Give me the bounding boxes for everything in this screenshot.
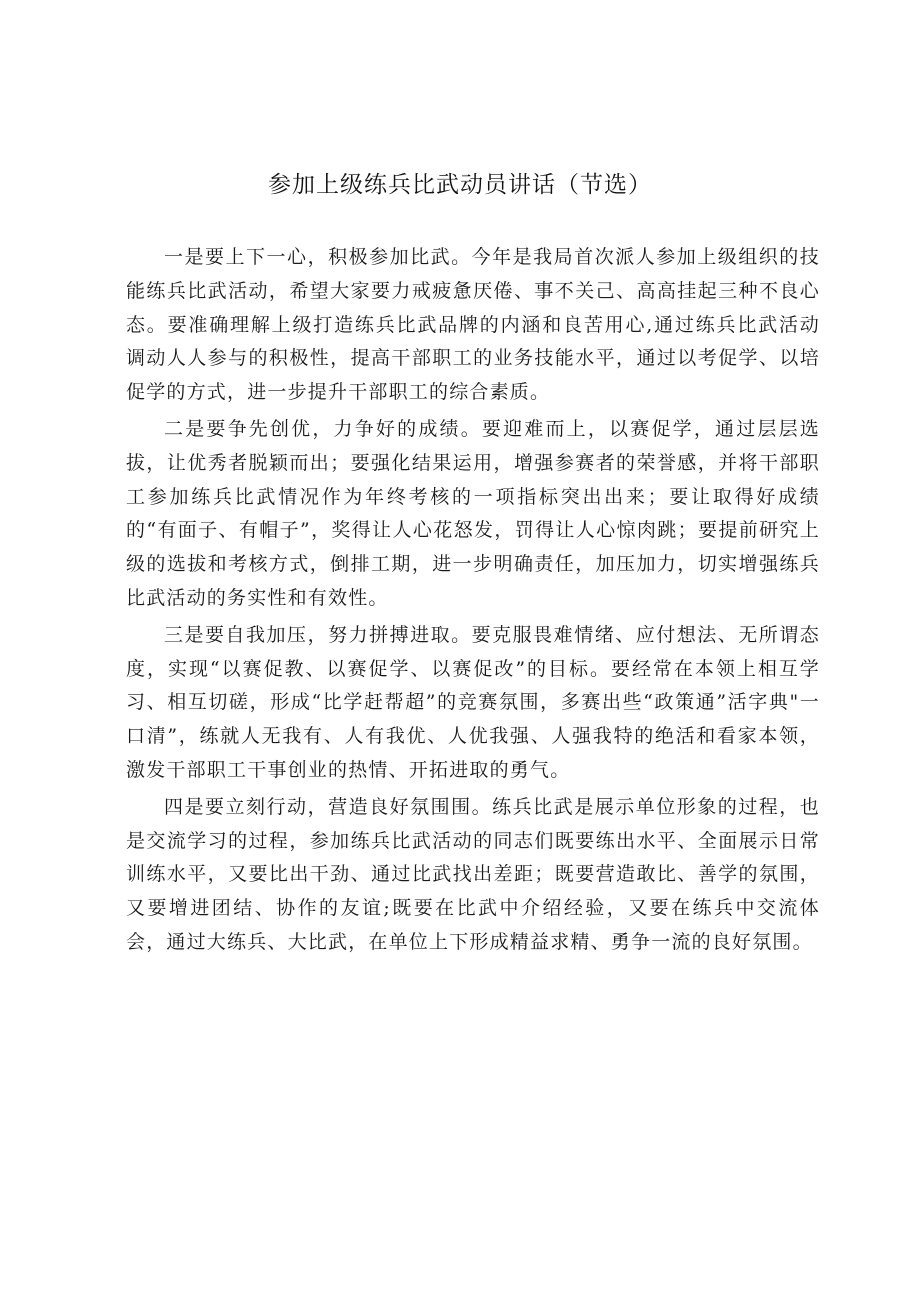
document-body xyxy=(126,241,820,963)
document-title: 参加上级练兵比武动员讲话（节选） xyxy=(268,172,652,198)
paragraph-1: 一是要上下一心，积极参加比武。今年是我局首次派人参加上级组织的技能练兵比武活动，希望大家要力戒疲惫厌倦、事不关己、高高挂起三种不良心态。要准确理解上级打造练兵比武品牌的内涵和良苦用心,通过练兵比武活动调动人人参与的积极性，提高干部职工的业务技能水平，通过以考促学、以培促学的方式，进一步提升干部职工的综合素质。 xyxy=(126,246,820,404)
paragraph-2: 二是要争先创优，力争好的成绩。要迎难而上，以赛促学，通过层层选拔，让优秀者脱颖而出；要强化结果运用，增强参赛者的荣誉感，并将干部职工参加练兵比武情况作为年终考核的一项指标突出出来；要让取得好成绩的“有面子、有帽子”，奖得让人心花怒发，罚得让人心惊肉跳；要提前研究上级的选拔和考核方式，倒排工期，进一步明确责任，加压加力，切实增强练兵比武活动的务实性和有效性。 xyxy=(126,417,820,609)
paragraph-4: 四是要立刻行动，营造良好氛围围。练兵比武是展示单位形象的过程，也是交流学习的过程，参加练兵比武活动的同志们既要练出水平、全面展示日常训练水平，又要比出干劲、通过比武找出差距；既要营造敢比、善学的氛围，又要增进团结、协作的友谊;既要在比武中介绍经验，又要在练兵中交流体会，通过大练兵、大比武，在单位上下形成精益求精、勇争一流的良好氛围。 xyxy=(126,795,820,953)
paragraph-3: 三是要自我加压，努力拼搏进取。要克服畏难情绪、应付想法、无所谓态度，实现“以赛促教、以赛促学、以赛促改”的目标。要经常在本领上相互学习、相互切磋，形成“比学赶帮超”的竞赛氛围，多赛出些“政策通”活字典"一口清”，练就人无我有、人有我优、人优我强、人强我特的绝活和看家本领，激发干部职工干事创业的热情、开拓进取的勇气。 xyxy=(126,623,820,781)
